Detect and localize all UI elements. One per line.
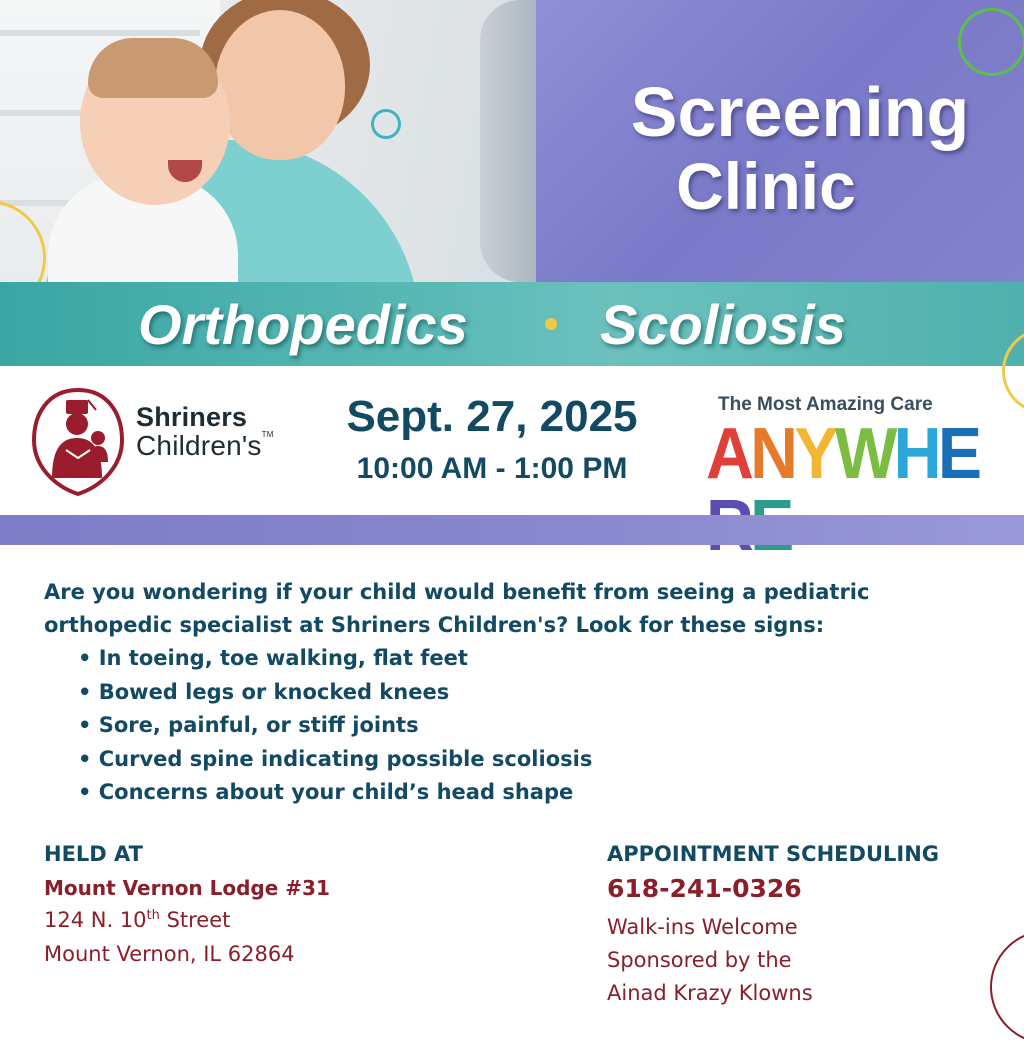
- divider-bar: [0, 515, 1024, 545]
- signs-list: [78, 642, 592, 810]
- sponsor-line-2: Ainad Krazy Klowns: [607, 981, 813, 1005]
- held-at-heading: HELD AT: [44, 842, 143, 866]
- photo-doctor-blur: [480, 0, 536, 282]
- intro-line-1: Are you wondering if your child would benefit from seeing a pediatric: [44, 580, 870, 604]
- specialty-scoliosis: Scoliosis: [600, 293, 846, 356]
- anywhere-letter: N: [750, 414, 795, 494]
- walk-ins-note: Walk-ins Welcome: [607, 915, 798, 939]
- logo-name-line-2: Children's™: [136, 430, 274, 461]
- sign-item: • In toeing, toe walking, flat feet: [78, 642, 592, 676]
- campaign-tagline: The Most Amazing Care: [718, 394, 933, 415]
- logo-name-line-1: Shriners: [136, 402, 248, 432]
- sign-item: • Bowed legs or knocked knees: [78, 676, 592, 710]
- decor-circle-teal: [371, 109, 401, 139]
- event-time: 10:00 AM - 1:00 PM: [356, 452, 628, 485]
- event-date: Sept. 27, 2025: [346, 392, 638, 441]
- phone-number[interactable]: 618-241-0326: [607, 874, 802, 903]
- street-address: 124 N. 10th Street: [44, 908, 231, 932]
- decor-circle-maroon: [990, 930, 1024, 1044]
- logo-trademark: TM: [261, 430, 274, 439]
- sign-item: • Sore, painful, or stiff joints: [78, 709, 592, 743]
- venue-name: Mount Vernon Lodge #31: [44, 876, 330, 900]
- specialty-orthopedics: Orthopedics: [138, 293, 468, 356]
- photo-baby-hair: [88, 38, 218, 98]
- decor-circle-green: [958, 8, 1024, 76]
- title-line-2: Clinic: [676, 149, 856, 223]
- intro-line-2: orthopedic specialist at Shriners Children's? Look for these signs:: [44, 613, 825, 637]
- city-state-zip: Mount Vernon, IL 62864: [44, 942, 295, 966]
- shelf-line: [0, 30, 200, 36]
- anywhere-letter: A: [706, 414, 751, 494]
- anywhere-letter: Y: [794, 414, 835, 494]
- anywhere-letter: E: [937, 414, 979, 494]
- title-panel: [536, 0, 1024, 282]
- appointment-heading: APPOINTMENT SCHEDULING: [607, 842, 940, 866]
- anywhere-letter: H: [893, 414, 938, 494]
- bullet-dot: [545, 318, 557, 330]
- title-line-1: Screening: [630, 73, 970, 151]
- photo-mother-face: [215, 10, 345, 160]
- sponsor-line-1: Sponsored by the: [607, 948, 792, 972]
- sign-item: • Curved spine indicating possible scoliosis: [78, 743, 592, 777]
- hero-photo: [0, 0, 536, 282]
- shriners-logo-icon: [30, 386, 126, 496]
- intro-paragraph: [44, 576, 1004, 642]
- anywhere-letter: W: [834, 414, 894, 494]
- sign-item: • Concerns about your child’s head shape: [78, 776, 592, 810]
